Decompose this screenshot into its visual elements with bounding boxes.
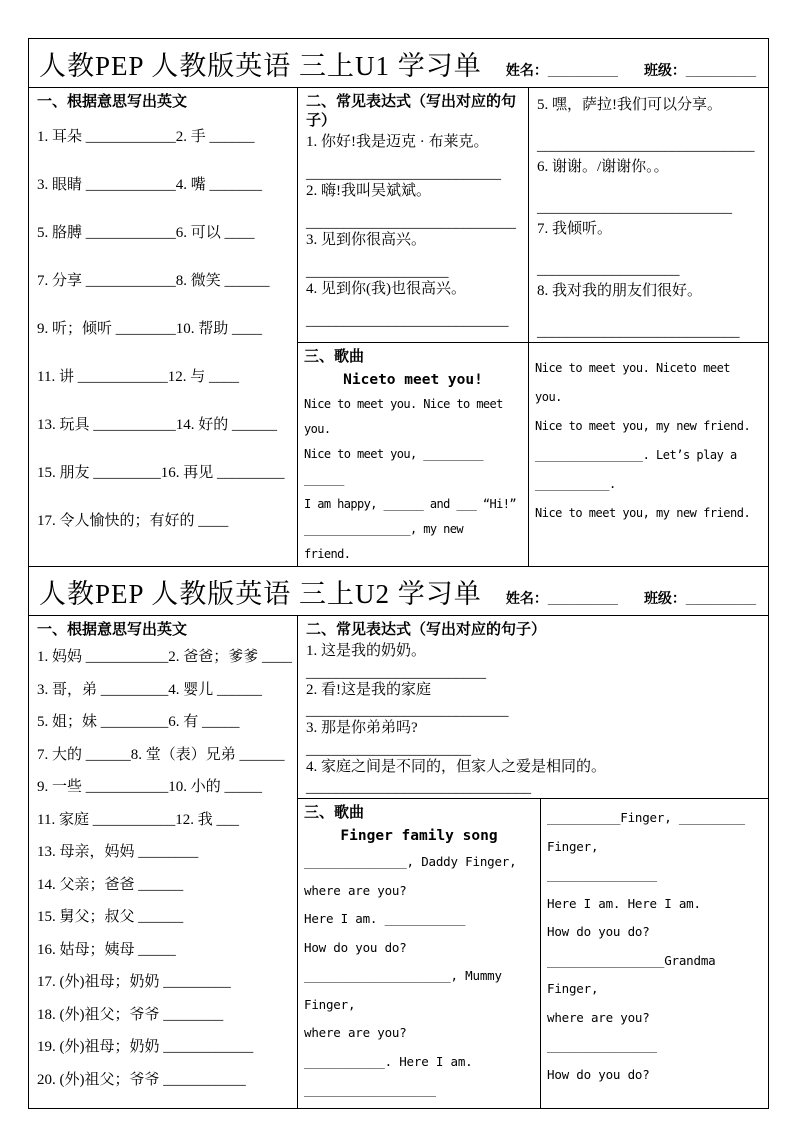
u1-class-field: 班级：_________ (643, 62, 757, 78)
answer-blank: ___________________________ (306, 703, 509, 719)
lyric-line: ______________, Daddy Finger, (304, 854, 517, 869)
u1-song-continuation-cell (529, 343, 769, 571)
answer-blank: ___________________________ (537, 324, 740, 340)
lyric-line: How do you do? (304, 939, 407, 955)
u1-expression-list-left (306, 132, 520, 328)
u1-section3-header: 三、歌曲 (304, 348, 365, 365)
vocab-line: 16. 姑母；姨母 _____ (37, 941, 176, 958)
expression-prompt: 3. 见到你很高兴。 (306, 232, 427, 248)
expression-prompt: 3. 那是你弟弟吗? (306, 720, 418, 736)
lyric-line: Here I am. ___________ (304, 911, 466, 926)
expression-prompt: 4. 见到你(我)也很高兴。 (306, 281, 466, 297)
lyric-line: I am happy, ______ and ___ “Hi!” (304, 497, 516, 511)
vocab-line: 7. 分享 ____________8. 微笑 ______ (37, 273, 270, 289)
u1-song-lyrics-continued (535, 354, 762, 528)
vocab-line: 7. 大的 ______8. 堂（表）兄弟 ______ (37, 746, 285, 763)
lyric-line: __________Finger, _________ (547, 810, 745, 825)
lyric-line: Here I am. Here I am. (547, 895, 701, 911)
vocab-line: 9. 听；倾听 ________10. 帮助 ____ (37, 321, 263, 337)
u2-page-title: 人教PEP 人教版英语 三上U2 学习单 (39, 579, 482, 609)
vocab-line: 11. 讲 ____________12. 与 ____ (37, 369, 239, 385)
u2-song-lyrics (304, 848, 534, 1105)
lyric-line: How do you do? (547, 1066, 650, 1082)
expression-item (306, 757, 760, 796)
vocab-line: 14. 父亲；爸爸 ______ (37, 876, 184, 893)
lyric-line: you. (304, 422, 331, 436)
vocab-line: 9. 一些 ___________10. 小的 _____ (37, 779, 263, 795)
vocab-line: 5. 胳膊 ____________6. 可以 ____ (37, 225, 255, 241)
lyric-line: you. (535, 390, 562, 404)
u1-expressions-right-cell (529, 88, 769, 343)
u1-expressions-left-cell (298, 88, 529, 343)
lyric-line: Nice to meet you. Nice to meet (304, 397, 503, 411)
lyric-line: where are you? (547, 1009, 650, 1025)
lyric-line: ________________Grandma (547, 952, 716, 968)
lyric-line: ________________, my new (304, 522, 463, 536)
u2-song-continuation-cell (541, 799, 769, 1109)
u1-section1-header: 一、根据意思写出英文 (37, 93, 188, 110)
vocab-line: 5. 姐；妹 _________6. 有 _____ (37, 714, 240, 730)
u1-section2-header: 二、常见表达式（写出对应的句子） (306, 93, 517, 129)
expression-item (306, 680, 760, 719)
expression-item (306, 181, 520, 230)
u2-header-cell (29, 567, 769, 616)
expression-item (306, 279, 520, 328)
u2-expression-list (306, 641, 760, 795)
answer-blank: ___________________________ (306, 313, 509, 329)
vocab-line: 11. 家庭 ___________12. 我 ___ (37, 811, 239, 828)
u1-page-title: 人教PEP 人教版英语 三上U1 学习单 (39, 51, 482, 81)
vocab-line: 15. 舅父；叔父 ______ (37, 909, 184, 925)
answer-blank: __________________________ (306, 166, 501, 182)
lyric-line: _______________ (547, 1038, 657, 1053)
u1-title-row (37, 42, 760, 84)
expression-prompt: 2. 看!这是我的家庭 (306, 681, 431, 698)
vocab-line: 19. (外)祖母；奶奶 ____________ (37, 1039, 254, 1055)
u1-vocab-list (37, 113, 289, 545)
u2-expressions-cell (298, 616, 769, 799)
answer-blank: ___________________ (306, 264, 449, 280)
u2-worksheet (28, 566, 769, 1109)
lyric-line: How do you do? (547, 924, 650, 939)
u1-worksheet (28, 38, 769, 571)
u2-name-field: 姓名：_________ (505, 590, 618, 606)
u2-song-cell (298, 799, 541, 1109)
u2-section1-header: 一、根据意思写出英文 (37, 621, 188, 638)
lyric-line: friend. (304, 547, 351, 561)
lyric-line: where are you? (304, 882, 407, 898)
answer-blank: __________________________ (537, 200, 732, 216)
expression-prompt: 6. 谢谢。/谢谢你。。 (537, 159, 669, 175)
lyric-line: Finger, (304, 996, 356, 1012)
answer-blank: ________________________ (306, 664, 486, 681)
expression-prompt: 4. 家庭之间是不同的，但家人之爱是相同的。 (306, 758, 607, 775)
answer-blank: ___________________ (537, 262, 680, 278)
u1-header-cell (29, 39, 769, 88)
vocab-line: 3. 哥，弟 _________4. 婴儿 ______ (37, 681, 263, 698)
answer-blank: ______________________________ (306, 780, 531, 796)
answer-blank: ______________________ (306, 741, 471, 758)
expression-prompt: 1. 这是我的奶奶。 (306, 643, 427, 659)
lyric-line: Nice to meet you, my new friend. (535, 419, 751, 433)
vocab-line: 3. 眼睛 ____________4. 嘴 _______ (37, 177, 263, 193)
answer-blank: _____________________________ (537, 138, 755, 154)
vocab-line: 17. 令人愉快的；有好的 ____ (37, 513, 229, 529)
u2-song-title: Finger family song (340, 828, 498, 844)
lyric-line: Nice to meet you, my new friend. (535, 506, 751, 520)
expression-prompt: 8. 我对我的朋友们很好。 (537, 283, 703, 299)
expression-item (306, 132, 520, 181)
vocab-line: 20. (外)祖父；爷爷 ___________ (37, 1071, 246, 1088)
u1-name-field: 姓名：_________ (505, 62, 618, 78)
u1-song-lyrics (304, 392, 522, 567)
u2-song-lyrics-continued (547, 804, 762, 1089)
expression-item (537, 215, 760, 277)
lyric-line: ___________. (535, 477, 616, 491)
lyric-line: Finger, (547, 981, 599, 996)
expression-prompt: 7. 我倾听。 (537, 221, 613, 237)
lyric-line: ___________. Here I am. (304, 1053, 473, 1069)
lyric-line: __________________ (304, 1082, 436, 1097)
u2-class-field: 班级：_________ (643, 590, 757, 606)
u1-expression-list-right (537, 91, 760, 339)
u1-vocab-cell (29, 88, 298, 571)
answer-blank: ____________________________ (306, 215, 516, 231)
expression-prompt: 2. 嗨!我叫吴斌斌。 (306, 183, 431, 199)
vocab-line: 18. (外)祖父；爷爷 ________ (37, 1006, 224, 1023)
u2-title-row (37, 570, 760, 612)
u2-vocab-cell (29, 616, 298, 1109)
u1-name-class (506, 60, 760, 80)
expression-prompt: 5. 嘿，萨拉!我们可以分享。 (537, 97, 722, 113)
expression-item (306, 230, 520, 279)
vocab-line: 15. 朋友 _________16. 再见 _________ (37, 465, 285, 481)
expression-item (537, 277, 760, 339)
vocab-line: 13. 母亲，妈妈 ________ (37, 844, 199, 860)
u2-section2-header: 二、常见表达式（写出对应的句子） (306, 621, 547, 638)
vocab-line: 1. 耳朵 ____________2. 手 ______ (37, 129, 255, 145)
lyric-line: Nice to meet you. Niceto meet (535, 361, 731, 375)
u1-song-cell (298, 343, 529, 571)
expression-item (537, 91, 760, 153)
lyric-line: ____________________, Mummy (304, 968, 502, 983)
expression-item (306, 641, 760, 680)
vocab-line: 1. 妈妈 ___________2. 爸爸；爹爹 ____ (37, 649, 293, 665)
expression-prompt: 1. 你好!我是迈克 · 布莱克。 (306, 134, 489, 150)
lyric-line: ______ (304, 472, 344, 486)
vocab-line: 13. 玩具 ___________14. 好的 ______ (37, 417, 278, 433)
vocab-line: 17. (外)祖母；奶奶 _________ (37, 974, 231, 990)
u2-vocab-list (37, 641, 293, 1096)
lyric-line: _______________ (547, 867, 657, 882)
u2-name-class (506, 588, 760, 608)
lyric-line: where are you? (304, 1025, 407, 1040)
u1-song-title: Niceto meet you! (343, 372, 483, 388)
expression-item (306, 718, 760, 757)
lyric-line: ________________. Let’s play a (535, 448, 737, 462)
u2-section3-header: 三、歌曲 (304, 804, 365, 821)
lyric-line: Nice to meet you, _________ (304, 447, 483, 461)
lyric-line: Finger, (547, 838, 599, 854)
expression-item (537, 153, 760, 215)
